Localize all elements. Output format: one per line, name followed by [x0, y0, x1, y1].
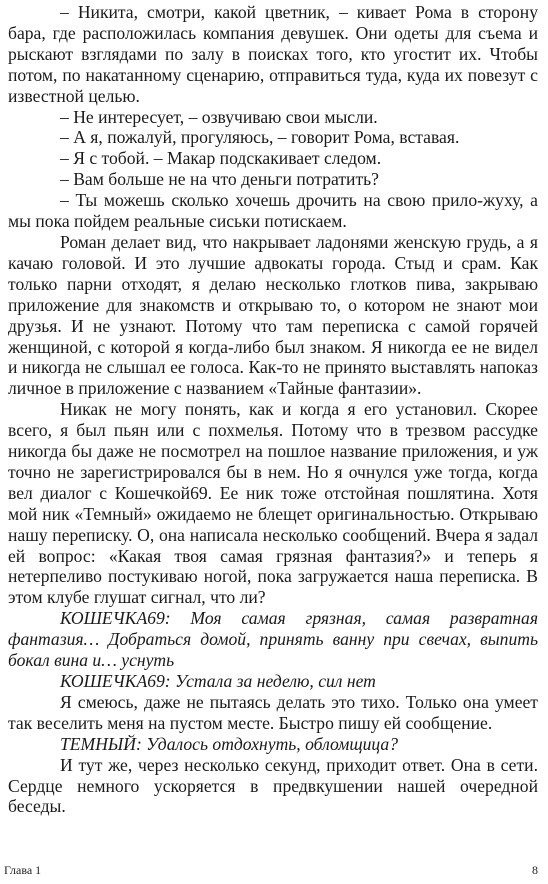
- paragraph: – Вам больше не на что деньги потратить?: [60, 169, 379, 190]
- paragraph: – Никита, смотри, какой цветник, – кивает Рома в сторону бара, где расположилась компания девушек. Они одеты для съема и рыскают взглядами по залу в поисках того, кто угостит их. Чтобы потом, по накатанному сценарию, отправиться туда, куда их повезут с известной целью.: [8, 2, 538, 106]
- paragraph: – А я, пожалуй, прогуляюсь, – говорит Рома, вставая.: [60, 127, 460, 148]
- paragraph: – Не интересует, – озвучиваю свои мысли.: [60, 106, 378, 127]
- chat-message: КОШЕЧКА69: Моя самая грязная, самая развратная фантазия… Добраться домой, принять ванну при свечах, выпить бокал вина и… уснуть: [8, 608, 538, 671]
- paragraph: И тут же, через несколько секунд, приходит ответ. Она в сети. Сердце немного ускоряется в предвкушении нашей очередной беседы.: [8, 754, 538, 817]
- chat-message: КОШЕЧКА69: Устала за неделю, сил нет: [60, 671, 376, 691]
- body-text: [8, 2, 538, 817]
- page-number: 8: [532, 863, 538, 877]
- paragraph: Я смеюсь, даже не пытаясь делать это тихо. Только она умеет так веселить меня на пустом месте. Быстро пишу ей сообщение.: [8, 691, 538, 733]
- chat-message: ТЕМНЫЙ: Удалось отдохнуть, обломщица?: [60, 733, 399, 754]
- chapter-label: Глава 1: [4, 863, 42, 877]
- paragraph: Никак не могу понять, как и когда я его установил. Скорее всего, я был пьян или с похмелья. Потому что в трезвом рассудке никогда бы даже не посмотрел на пошлое название приложения, и уж точно не зарегистрировался бы в нем. Но я очнулся уже тогда, когда вел диалог с Кошечкой69. Ее ник тоже отстойная пошлятина. Хотя мой ник «Темный» ожидаемо не блещет оригинальностью. Открываю нашу переписку. О, она написала несколько сообщений. Вчера я задал ей вопрос: «Какая твоя самая грязная фантазия?» и теперь я нетерпеливо постукиваю ногой, пока загружается наша переписка. В этом клубе глушат сигнал, что ли?: [8, 399, 538, 608]
- paragraph: Роман делает вид, что накрывает ладонями женскую грудь, а я качаю головой. И это лучшие адвокаты города. Стыд и срам. Как только парни отходят, я делаю несколько глотков пива, закрываю приложение для знакомств и открываю то, о котором не знают мои друзья. И не узнают. Потому что там переписка с самой горячей женщиной, с которой я когда-либо был знаком. Я никогда ее не видел и никогда не слышал ее голоса. Как-то не принято выставлять напоказ личное в приложение с названием «Тайные фантазии».: [8, 231, 538, 399]
- paragraph: – Ты можешь сколько хочешь дрочить на свою прило-жуху, а мы пока пойдем реальные сиськи потискаем.: [8, 190, 538, 232]
- paragraph: – Я с тобой. – Макар подскакивает следом.: [60, 148, 382, 169]
